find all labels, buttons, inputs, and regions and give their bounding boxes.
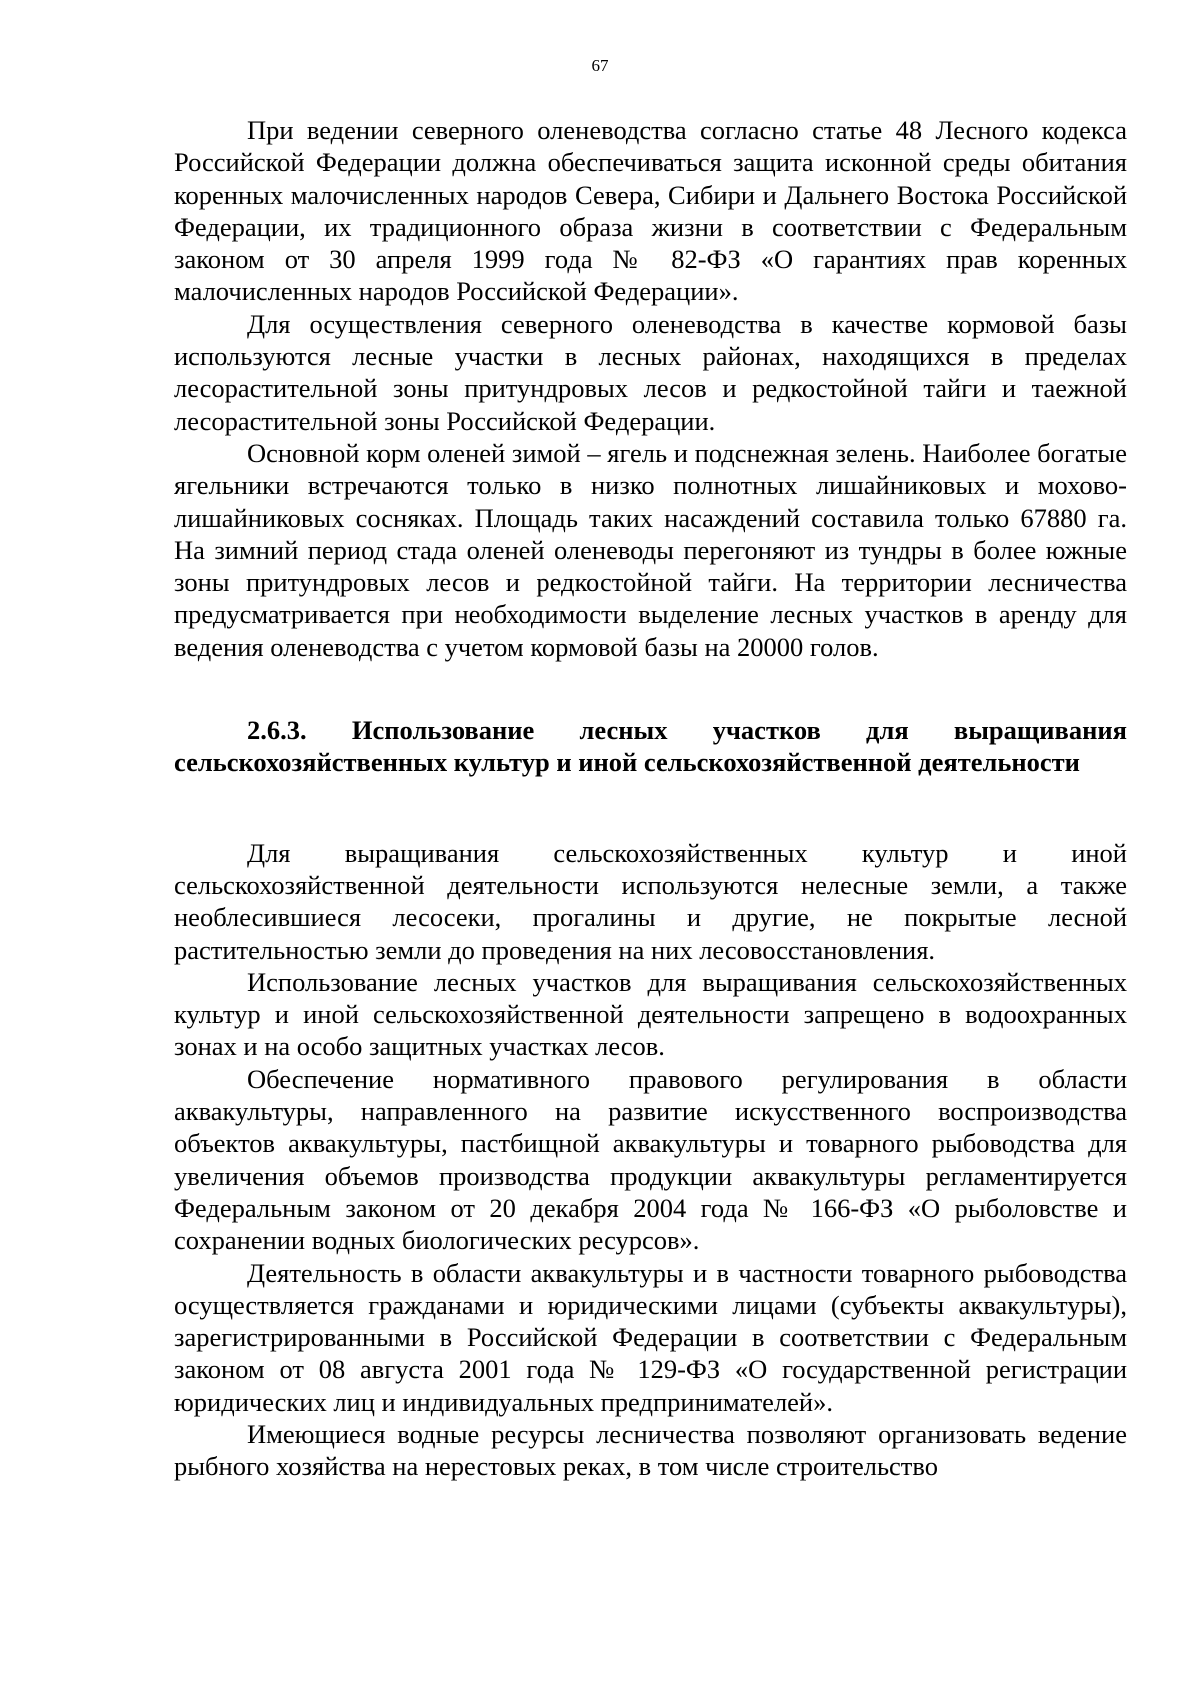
section-spacer xyxy=(174,779,1127,837)
paragraph-aquaculture-regulation: Обеспечение нормативного правового регулирования в области аквакультуры, направленного на развитие искусственного воспроизводства объектов аквакультуры, пастбищной аквакультуры и товарного рыбоводства для увеличения объемов производства продукции аквакультуры регламентируется Федеральным законом от 20 декабря 2004 года № 166-ФЗ «О рыболовстве и сохранении водных биологических ресурсов». xyxy=(174,1063,1127,1256)
paragraph-water-resources: Имеющиеся водные ресурсы лесничества позволяют организовать ведение рыбного хозяйства на нерестовых реках, в том числе строительство xyxy=(174,1418,1127,1482)
paragraph-reindeer-herding-law: При ведении северного оленеводства согласно статье 48 Лесного кодекса Российской Федерации должна обеспечиваться защита исконной среды обитания коренных малочисленных народов Севера, Сибири и Дальнего Востока Российской Федерации, их традиционного образа жизни в соответствии с Федеральным законом от 30 апреля 1999 года № 82-ФЗ «О гарантиях прав коренных малочисленных народов Российской Федерации». xyxy=(174,115,1127,307)
paragraph-reindeer-winter-feed: Основной корм оленей зимой – ягель и подснежная зелень. Наиболее богатые ягельники встречаются только в низко полнотных лишайниковых и мохово-лишайниковых сосняках. Площадь таких насаждений составила только 67880 га. На зимний период стада оленей оленеводы перегоняют из тундры в более южные зоны притундровых лесов и редкостойной тайги. На территории лесничества предусматривается при необходимости выделение лесных участков в аренду для ведения оленеводства с учетом кормовой базы на 20000 голов. xyxy=(174,437,1127,662)
page-body xyxy=(174,114,1127,1483)
page-number: 67 xyxy=(591,56,609,75)
paragraph-reindeer-forage-base: Для осуществления северного оленеводства в качестве кормовой базы используются лесные участки в лесных районах, находящихся в пределах лесорастительной зоны притундровых лесов и редкостойной тайги и таежной лесорастительной зоны Российской Федерации. xyxy=(174,308,1127,436)
paragraph-aquaculture-entities: Деятельность в области аквакультуры и в частности товарного рыбоводства осуществляется гражданами и юридическими лицами (субъекты аквакультуры), зарегистрированными в Российской Федерации в соответствии с Федеральным законом от 08 августа 2001 года № 129-ФЗ «О государственной регистрации юридических лиц и индивидуальных предпринимателей». xyxy=(174,1257,1127,1417)
paragraph-agricultural-lands: Для выращивания сельскохозяйственных культур и иной сельскохозяйственной деятельности используются нелесные земли, а также необлесившиеся лесосеки, прогалины и другие, не покрытые лесной растительностью земли до проведения на них лесовосстановления. xyxy=(174,837,1127,965)
paragraph-agricultural-restrictions: Использование лесных участков для выращивания сельскохозяйственных культур и иной сельскохозяйственной деятельности запрещено в водоохранных зонах и на особо защитных участках лесов. xyxy=(174,966,1127,1062)
section-spacer xyxy=(174,663,1127,714)
section-heading: 2.6.3. Использование лесных участков для выращивания сельскохозяйственных культур и иной сельскохозяйственной деятельности xyxy=(174,715,1127,778)
